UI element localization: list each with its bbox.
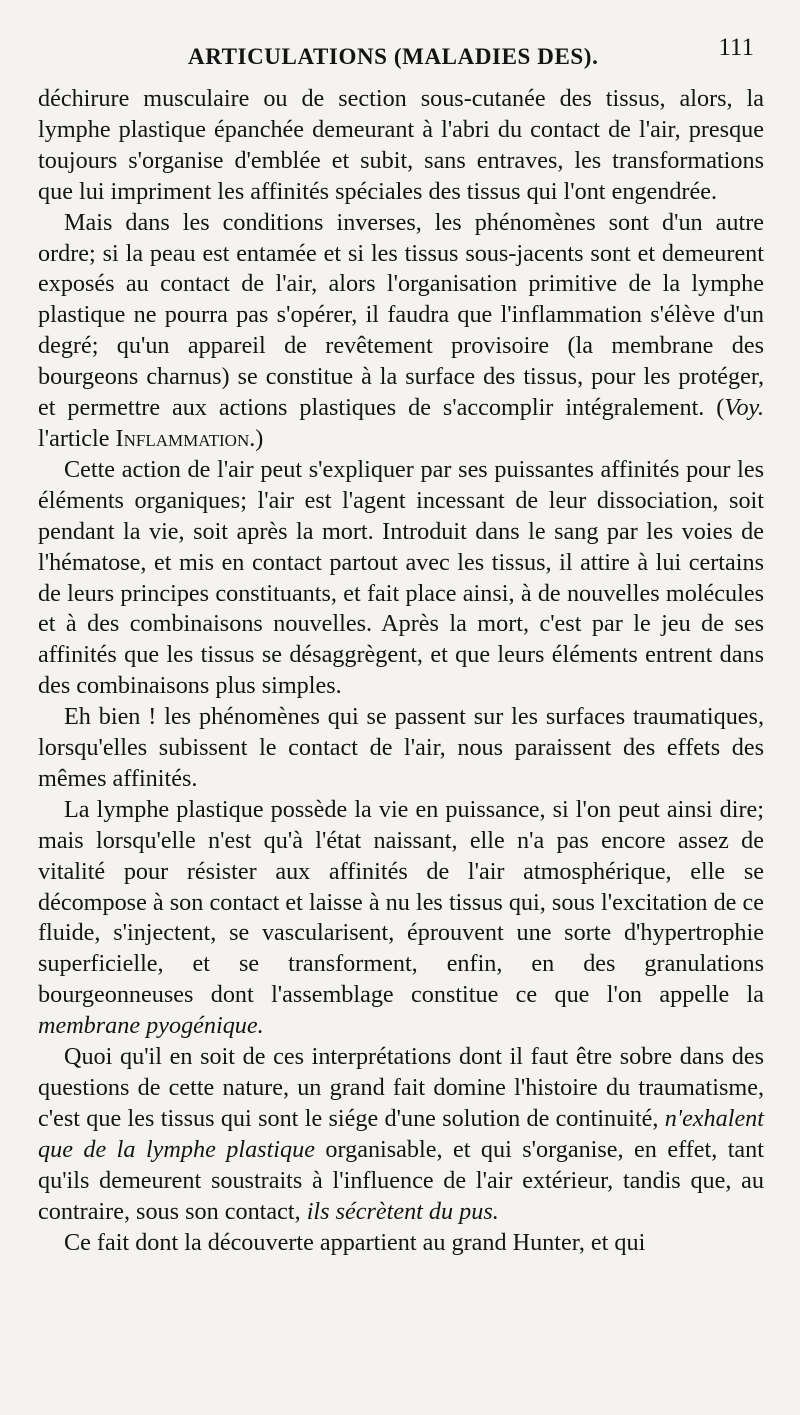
italic-text: Voy. xyxy=(724,394,764,422)
paragraph xyxy=(38,84,764,208)
text-run: Mais dans les conditions inverses, les phénomènes sont d'un autre ordre; si la peau est entamée et si les tissus sous-jacents sont et demeurent exposés au contact de l'air, alors l'organisation primitive de la lymphe plastique ne pourra pas s'opérer, il faudra que l'inflammation s'élève d'un degré; qu'un appareil de revêtement provisoire (la membrane des bourgeons charnus) se constitue à la surface des tissus, pour les protéger, et permettre aux actions plastiques de s'accomplir intégralement. ( xyxy=(38,208,764,422)
text-run: Quoi qu'il en soit de ces interprétations dont il faut être sobre dans des questions de cette nature, un grand fait domine l'histoire du traumatisme, c'est que les tissus qui sont le siége d'une solution de continuité, xyxy=(38,1043,764,1132)
page-number: 111 xyxy=(718,34,754,61)
text-run: ) xyxy=(255,424,264,452)
page-header xyxy=(38,34,764,84)
text-run: La lymphe plastique possède la vie en puissance, si l'on peut ainsi dire; mais lorsqu'elle n'est qu'à l'état naissant, elle n'a pas encore assez de vitalité pour résister aux affinités de l'air atmosphérique, elle se décompose à son contact et laisse à nu les tissus qui, sous l'excitation de ce fluide, s'injectent, se vascularisent, éprouvent une sorte d'hypertrophie superficielle, et se transforment, enfin, en des granulations bourgeonneuses dont l'assemblage constitue ce que l'on appelle la xyxy=(38,795,764,1009)
italic-text: n'exhalent que de la lymphe plastique xyxy=(38,1104,764,1163)
paragraph xyxy=(38,1042,764,1227)
paragraph xyxy=(38,795,764,1042)
paragraph xyxy=(38,455,764,702)
text-run: l'article xyxy=(38,424,116,452)
body-text xyxy=(38,84,764,1258)
text-run: déchirure musculaire ou de section sous-cutanée des tissus, alors, la lymphe plastique épanchée demeurant à l'abri du contact de l'air, presque toujours s'organise d'emblée et subit, sans entraves, les transformations que lui impriment les affinités spéciales des tissus qui l'ont engendrée. xyxy=(38,85,764,205)
italic-text: ils sécrètent du pus. xyxy=(306,1197,499,1225)
paragraph xyxy=(38,1228,764,1259)
text-run: Eh bien ! les phénomènes qui se passent sur les surfaces traumatiques, lorsqu'elles subissent le contact de l'air, nous paraissent des effets des mêmes affinités. xyxy=(38,703,764,792)
paragraph xyxy=(38,208,764,455)
text-run: Ce fait dont la découverte appartient au grand Hunter, et qui xyxy=(64,1228,646,1256)
text-run: organisable, et qui s'organise, en effet, tant qu'ils demeurent soustraits à l'influence de l'air extérieur, tandis que, au contraire, sous son contact, xyxy=(38,1135,764,1225)
text-run: Cette action de l'air peut s'expliquer par ses puissantes affinités pour les éléments organiques; l'air est l'agent incessant de leur dissociation, soit pendant la vie, soit après la mort. Introduit dans le sang par les voies de l'hématose, et mis en contact partout avec les tissus, il attire à lui certains de leurs principes constituants, et fait place ainsi, à de nouvelles molécules et à des combinaisons nouvelles. Après la mort, c'est par le jeu de ses affinités que les tissus se désaggrègent, et que leurs éléments entrent dans des combinaisons plus simples. xyxy=(38,455,764,700)
italic-text: membrane pyogénique. xyxy=(38,1012,264,1040)
paragraph xyxy=(38,702,764,795)
small-caps-text: Inflammation. xyxy=(115,424,256,452)
running-title: ARTICULATIONS (MALADIES DES). xyxy=(188,44,599,69)
